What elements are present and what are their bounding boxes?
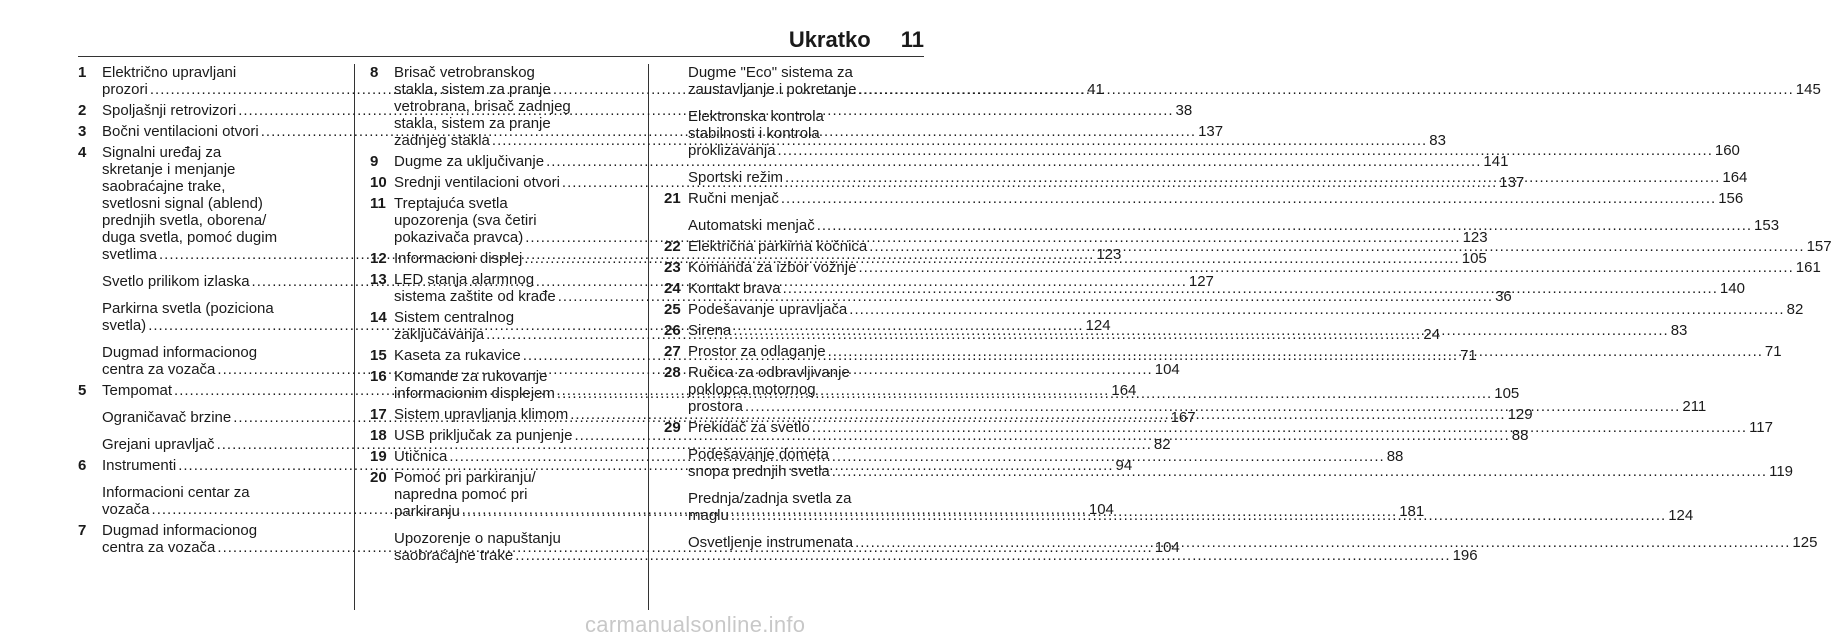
entry-number: [664, 64, 688, 98]
entry-text-line: Instrumenti: [102, 457, 177, 474]
entry-page-ref[interactable]: 82: [1153, 436, 1171, 453]
entry-page-ref[interactable]: 125: [1792, 534, 1818, 551]
dot-leader: [858, 81, 1793, 98]
entry-number: 14: [370, 309, 387, 326]
entry-text-line: Ručica za odbravljivanje: [688, 364, 850, 381]
entry-body: [688, 419, 1773, 436]
entry-number: [78, 300, 102, 334]
dot-leader: [855, 534, 1790, 551]
entry-body: [688, 64, 1821, 98]
dot-leader: [812, 419, 1747, 436]
entry-page-ref[interactable]: 71: [1460, 347, 1477, 364]
entry-number: [664, 169, 688, 186]
entry-number: 15: [370, 347, 387, 364]
entry-text-line: Dugme "Eco" sistema za: [688, 64, 853, 81]
entry-text-line: Sportski režim: [688, 169, 784, 186]
entry-last-line: [688, 238, 1832, 255]
entry-number: [78, 273, 102, 290]
entry-number: 3: [78, 123, 87, 140]
dot-leader: [731, 507, 1666, 524]
entry-last-line: [688, 343, 1782, 360]
entry-number: 24: [664, 280, 681, 297]
entry-page-ref[interactable]: 137: [1499, 174, 1525, 191]
entry-text-line: skretanje i menjanje: [102, 161, 236, 178]
entry-page-ref[interactable]: 160: [1714, 142, 1740, 159]
entry-body: [688, 534, 1817, 551]
entry-last-line: [688, 507, 1693, 524]
dot-leader: [781, 190, 1716, 207]
entry-text-line: Podešavanje dometa: [688, 446, 829, 463]
dot-leader: [783, 280, 1718, 297]
entry-text-line: svetla): [102, 317, 147, 334]
entry-text-line: saobraćajne trake,: [102, 178, 226, 195]
entry-text-line: Bočni ventilacioni otvori: [102, 123, 259, 140]
entry-page-ref[interactable]: 88: [1386, 448, 1404, 465]
entry-last-line: [688, 398, 1706, 415]
entry-number: 9: [370, 153, 379, 170]
entry-number: [78, 484, 102, 518]
entry-last-line: [688, 259, 1821, 276]
dot-leader: [869, 238, 1804, 255]
entry-number: 8: [370, 64, 379, 81]
dot-leader: [858, 259, 1793, 276]
entry-number: 4: [78, 144, 87, 161]
entry-page-ref[interactable]: 94: [1115, 457, 1133, 474]
entry-text-line: duga svetla, pomoć dugim: [102, 229, 278, 246]
entry-body: [688, 108, 1740, 159]
dot-leader: [733, 322, 1668, 339]
entry-number: 25: [664, 301, 681, 318]
dot-leader: [817, 217, 1752, 234]
entry-text-line: centra za vozača: [102, 539, 216, 556]
entry-page-ref[interactable]: 123: [1096, 246, 1122, 263]
entry-number: [664, 446, 688, 480]
entry-page-ref[interactable]: 124: [1668, 507, 1694, 524]
watermark: carmanualsonline.info: [585, 612, 806, 637]
entry-number: [78, 409, 102, 426]
entry-text-line: stabilnosti i kontrola: [688, 125, 820, 142]
entry-last-line: [688, 190, 1743, 207]
entry-number: [664, 217, 688, 234]
entry-number: 13: [370, 271, 387, 288]
entry-number: [664, 534, 688, 551]
index-entry[interactable]: [78, 436, 1171, 453]
entry-text-line: Svetlo prilikom izlaska: [102, 273, 250, 290]
entry-last-line: [688, 217, 1779, 234]
entry-page-ref[interactable]: 104: [1154, 539, 1180, 556]
entry-page-ref[interactable]: 71: [1764, 343, 1782, 360]
entry-number: 28: [664, 364, 681, 381]
entry-text-line: Kaseta za rukavice: [394, 347, 521, 364]
entry-body: [688, 259, 1821, 276]
entry-body: [688, 280, 1745, 297]
entry-text-line: maglu: [688, 507, 729, 524]
entry-page-ref[interactable]: 104: [1154, 361, 1180, 378]
entry-text-line: vozača: [102, 501, 150, 518]
entry-page-ref[interactable]: 161: [1795, 259, 1821, 276]
entry-text-line: sistema zaštite od krađe: [394, 288, 556, 305]
entry-text-line: LED stanja alarmnog: [394, 271, 535, 288]
entry-page-ref[interactable]: 41: [1087, 81, 1104, 98]
entry-page-ref[interactable]: 153: [1754, 217, 1780, 234]
entry-text-line: saobraćajne trake: [394, 547, 514, 564]
entry-number: [664, 490, 688, 524]
dot-leader: [828, 343, 1763, 360]
entry-text-line: proklizavanja: [688, 142, 776, 159]
entry-text-line: Treptajuća svetla: [394, 195, 508, 212]
entry-text-line: Informacioni displej: [394, 250, 523, 267]
entry-text-line: zaustavljanje i pokretanje: [688, 81, 857, 98]
header-rule: [78, 56, 924, 57]
entry-number: 18: [370, 427, 387, 444]
entry-number: [370, 530, 394, 564]
entry-text-line: stakla, sistem za pranje: [394, 115, 551, 132]
entry-text-line: pokazivača pravca): [394, 229, 524, 246]
entry-page-ref[interactable]: 83: [1429, 132, 1446, 149]
entry-body: [688, 169, 1747, 186]
entry-text-line: Sirena: [688, 322, 732, 339]
page-number: 11: [900, 27, 924, 52]
entry-text-line: Dugme za uključivanje: [394, 153, 545, 170]
entry-number: [78, 344, 102, 378]
entry-page-ref[interactable]: 137: [1198, 123, 1224, 140]
entry-text-line: Ručni menjač: [688, 190, 779, 207]
entry-page-ref[interactable]: 140: [1719, 280, 1745, 297]
entry-number: 21: [664, 190, 681, 207]
entry-text-line: svetlosni signal (ablend): [102, 195, 263, 212]
entry-text-line: Kontakt brava: [688, 280, 781, 297]
entry-text-line: Komanda za izbor vožnje: [688, 259, 857, 276]
entry-number: 16: [370, 368, 387, 385]
entry-page-ref[interactable]: 141: [1483, 153, 1509, 170]
entry-page-ref[interactable]: 124: [1085, 317, 1111, 334]
entry-text-line: Spoljašnji retrovizori: [102, 102, 237, 119]
entry-number: 10: [370, 174, 387, 191]
entry-last-line: [688, 280, 1745, 297]
page-title: Ukratko: [788, 27, 871, 52]
entry-text-line: Prednja/zadnja svetla za: [688, 490, 852, 507]
entry-page-ref[interactable]: 127: [1188, 273, 1214, 290]
entry-page-ref[interactable]: 196: [1452, 547, 1478, 564]
entry-page-ref[interactable]: 119: [1769, 463, 1794, 480]
entry-number: 17: [370, 406, 387, 423]
dot-leader: [785, 169, 1720, 186]
entry-text-line: svetlima: [102, 246, 158, 263]
entry-text-line: Srednji ventilacioni otvori: [394, 174, 560, 191]
entry-text-line: prostora: [688, 398, 744, 415]
entry-number: [78, 436, 102, 453]
entry-text-line: Osvetljenje instrumenata: [688, 534, 854, 551]
entry-body: [688, 301, 1803, 318]
dot-leader: [778, 142, 1713, 159]
entry-text-line: Električna parkirna kočnica: [688, 238, 868, 255]
entry-text-line: Sistem centralnog: [394, 309, 515, 326]
entry-text-line: Podešavanje upravljača: [688, 301, 848, 318]
entry-text-line: centra za vozača: [102, 361, 216, 378]
entry-last-line: [688, 419, 1773, 436]
entry-text-line: prozori: [102, 81, 148, 98]
entry-page-ref[interactable]: 117: [1749, 419, 1773, 436]
entry-number: 2: [78, 102, 87, 119]
entry-page-ref[interactable]: 105: [1494, 385, 1520, 402]
index-entry[interactable]: [664, 343, 1782, 360]
entry-page-ref[interactable]: 88: [1511, 427, 1529, 444]
entry-number: 29: [664, 419, 681, 436]
entry-last-line: [688, 81, 1821, 98]
entry-text-line: Brisač vetrobranskog: [394, 64, 535, 81]
entry-page-ref[interactable]: 83: [1670, 322, 1688, 339]
entry-number: 20: [370, 469, 387, 486]
entry-page-ref[interactable]: 104: [1088, 501, 1114, 518]
entry-text-line: prednjih svetla, oborena/: [102, 212, 267, 229]
entry-last-line: [688, 463, 1793, 480]
entry-text-line: Komande za rukovanje: [394, 368, 548, 385]
entry-text-line: informacionim displejem: [394, 385, 555, 402]
entry-text-line: Informacioni centar za: [102, 484, 250, 501]
entry-text-line: upozorenja (sva četiri: [394, 212, 537, 229]
entry-page-ref[interactable]: 167: [1170, 409, 1196, 426]
entry-text-line: napredna pomoć pri: [394, 486, 528, 503]
entry-text-line: Sistem upravljanja klimom: [394, 406, 569, 423]
entry-number: 11: [370, 195, 386, 212]
entry-text-line: Pomoć pri parkiranju/: [394, 469, 536, 486]
entry-page-ref[interactable]: 157: [1806, 238, 1832, 255]
entry-number: 27: [664, 343, 681, 360]
entry-text-line: Grejani upravljač: [102, 436, 215, 453]
entry-page-ref[interactable]: 145: [1795, 81, 1821, 98]
entry-number: [664, 108, 688, 159]
index-entry[interactable]: [370, 153, 1509, 170]
entry-body: [688, 190, 1743, 207]
entry-text-line: Električno upravljani: [102, 64, 237, 81]
entry-text-line: Automatski menjač: [688, 217, 815, 234]
entry-number: 12: [370, 250, 387, 267]
entry-last-line: [688, 169, 1747, 186]
dot-leader: [832, 463, 1767, 480]
page-header: [789, 27, 924, 53]
entry-page-ref[interactable]: 211: [1682, 398, 1707, 415]
entry-page-ref[interactable]: 164: [1111, 382, 1137, 399]
entry-page-ref[interactable]: 164: [1722, 169, 1748, 186]
entry-page-ref[interactable]: 82: [1786, 301, 1804, 318]
entry-page-ref[interactable]: 24: [1423, 326, 1441, 343]
entry-number: 6: [78, 457, 87, 474]
entry-body: [688, 446, 1793, 480]
entry-body: [688, 322, 1687, 339]
entry-last-line: [688, 301, 1803, 318]
entry-text-line: Parkirna svetla (poziciona: [102, 300, 274, 317]
entry-text-line: Tempomat: [102, 382, 173, 399]
entry-page-ref[interactable]: 181: [1399, 503, 1425, 520]
entry-text-line: Prekidač za svetlo: [688, 419, 810, 436]
entry-page-ref[interactable]: 129: [1507, 406, 1533, 423]
index-entry[interactable]: [664, 190, 1744, 207]
entry-text-line: zaključavanja: [394, 326, 485, 343]
entry-page-ref[interactable]: 156: [1718, 190, 1744, 207]
entry-text-line: snopa prednjih svetla: [688, 463, 830, 480]
entry-text-line: parkiranju: [394, 503, 460, 520]
entry-page-ref[interactable]: 36: [1495, 288, 1512, 305]
index-entry[interactable]: [664, 301, 1804, 318]
entry-number: 26: [664, 322, 681, 339]
index-entry[interactable]: [664, 259, 1821, 276]
entry-text-line: Upozorenje o napuštanju: [394, 530, 561, 547]
entry-body: [688, 364, 1706, 415]
entry-body: [688, 238, 1832, 255]
entry-page-ref[interactable]: 123: [1462, 229, 1488, 246]
entry-text-line: Signalni uređaj za: [102, 144, 222, 161]
entry-page-ref[interactable]: 105: [1461, 250, 1487, 267]
index-entry[interactable]: [664, 217, 1780, 234]
entry-number: 7: [78, 522, 87, 539]
entry-text-line: Dugmad informacionog: [102, 522, 258, 539]
entry-number: 19: [370, 448, 387, 465]
entry-text-line: Prostor za odlaganje: [688, 343, 826, 360]
entry-last-line: [688, 142, 1740, 159]
entry-text-line: Dugmad informacionog: [102, 344, 258, 361]
entry-number: 22: [664, 238, 681, 255]
entry-number: 23: [664, 259, 681, 276]
entry-body: [688, 490, 1693, 524]
entry-number: 1: [78, 64, 87, 81]
entry-text-line: poklopca motornog: [688, 381, 816, 398]
entry-body: [688, 343, 1782, 360]
dot-leader: [745, 398, 1680, 415]
entry-number: 5: [78, 382, 87, 399]
dot-leader: [849, 301, 1784, 318]
entry-text-line: Utičnica: [394, 448, 448, 465]
entry-text-line: zadnjeg stakla: [394, 132, 490, 149]
entry-text-line: stakla, sistem za pranje: [394, 81, 551, 98]
entry-text-line: Ograničavač brzine: [102, 409, 232, 426]
entry-last-line: [688, 534, 1817, 551]
entry-body: [688, 217, 1779, 234]
entry-page-ref[interactable]: 38: [1175, 102, 1193, 119]
entry-text-line: vetrobrana, brisač zadnjeg: [394, 98, 571, 115]
entry-text-line: USB priključak za punjenje: [394, 427, 573, 444]
entry-last-line: [688, 322, 1687, 339]
entry-text-line: Elektronska kontrola: [688, 108, 824, 125]
